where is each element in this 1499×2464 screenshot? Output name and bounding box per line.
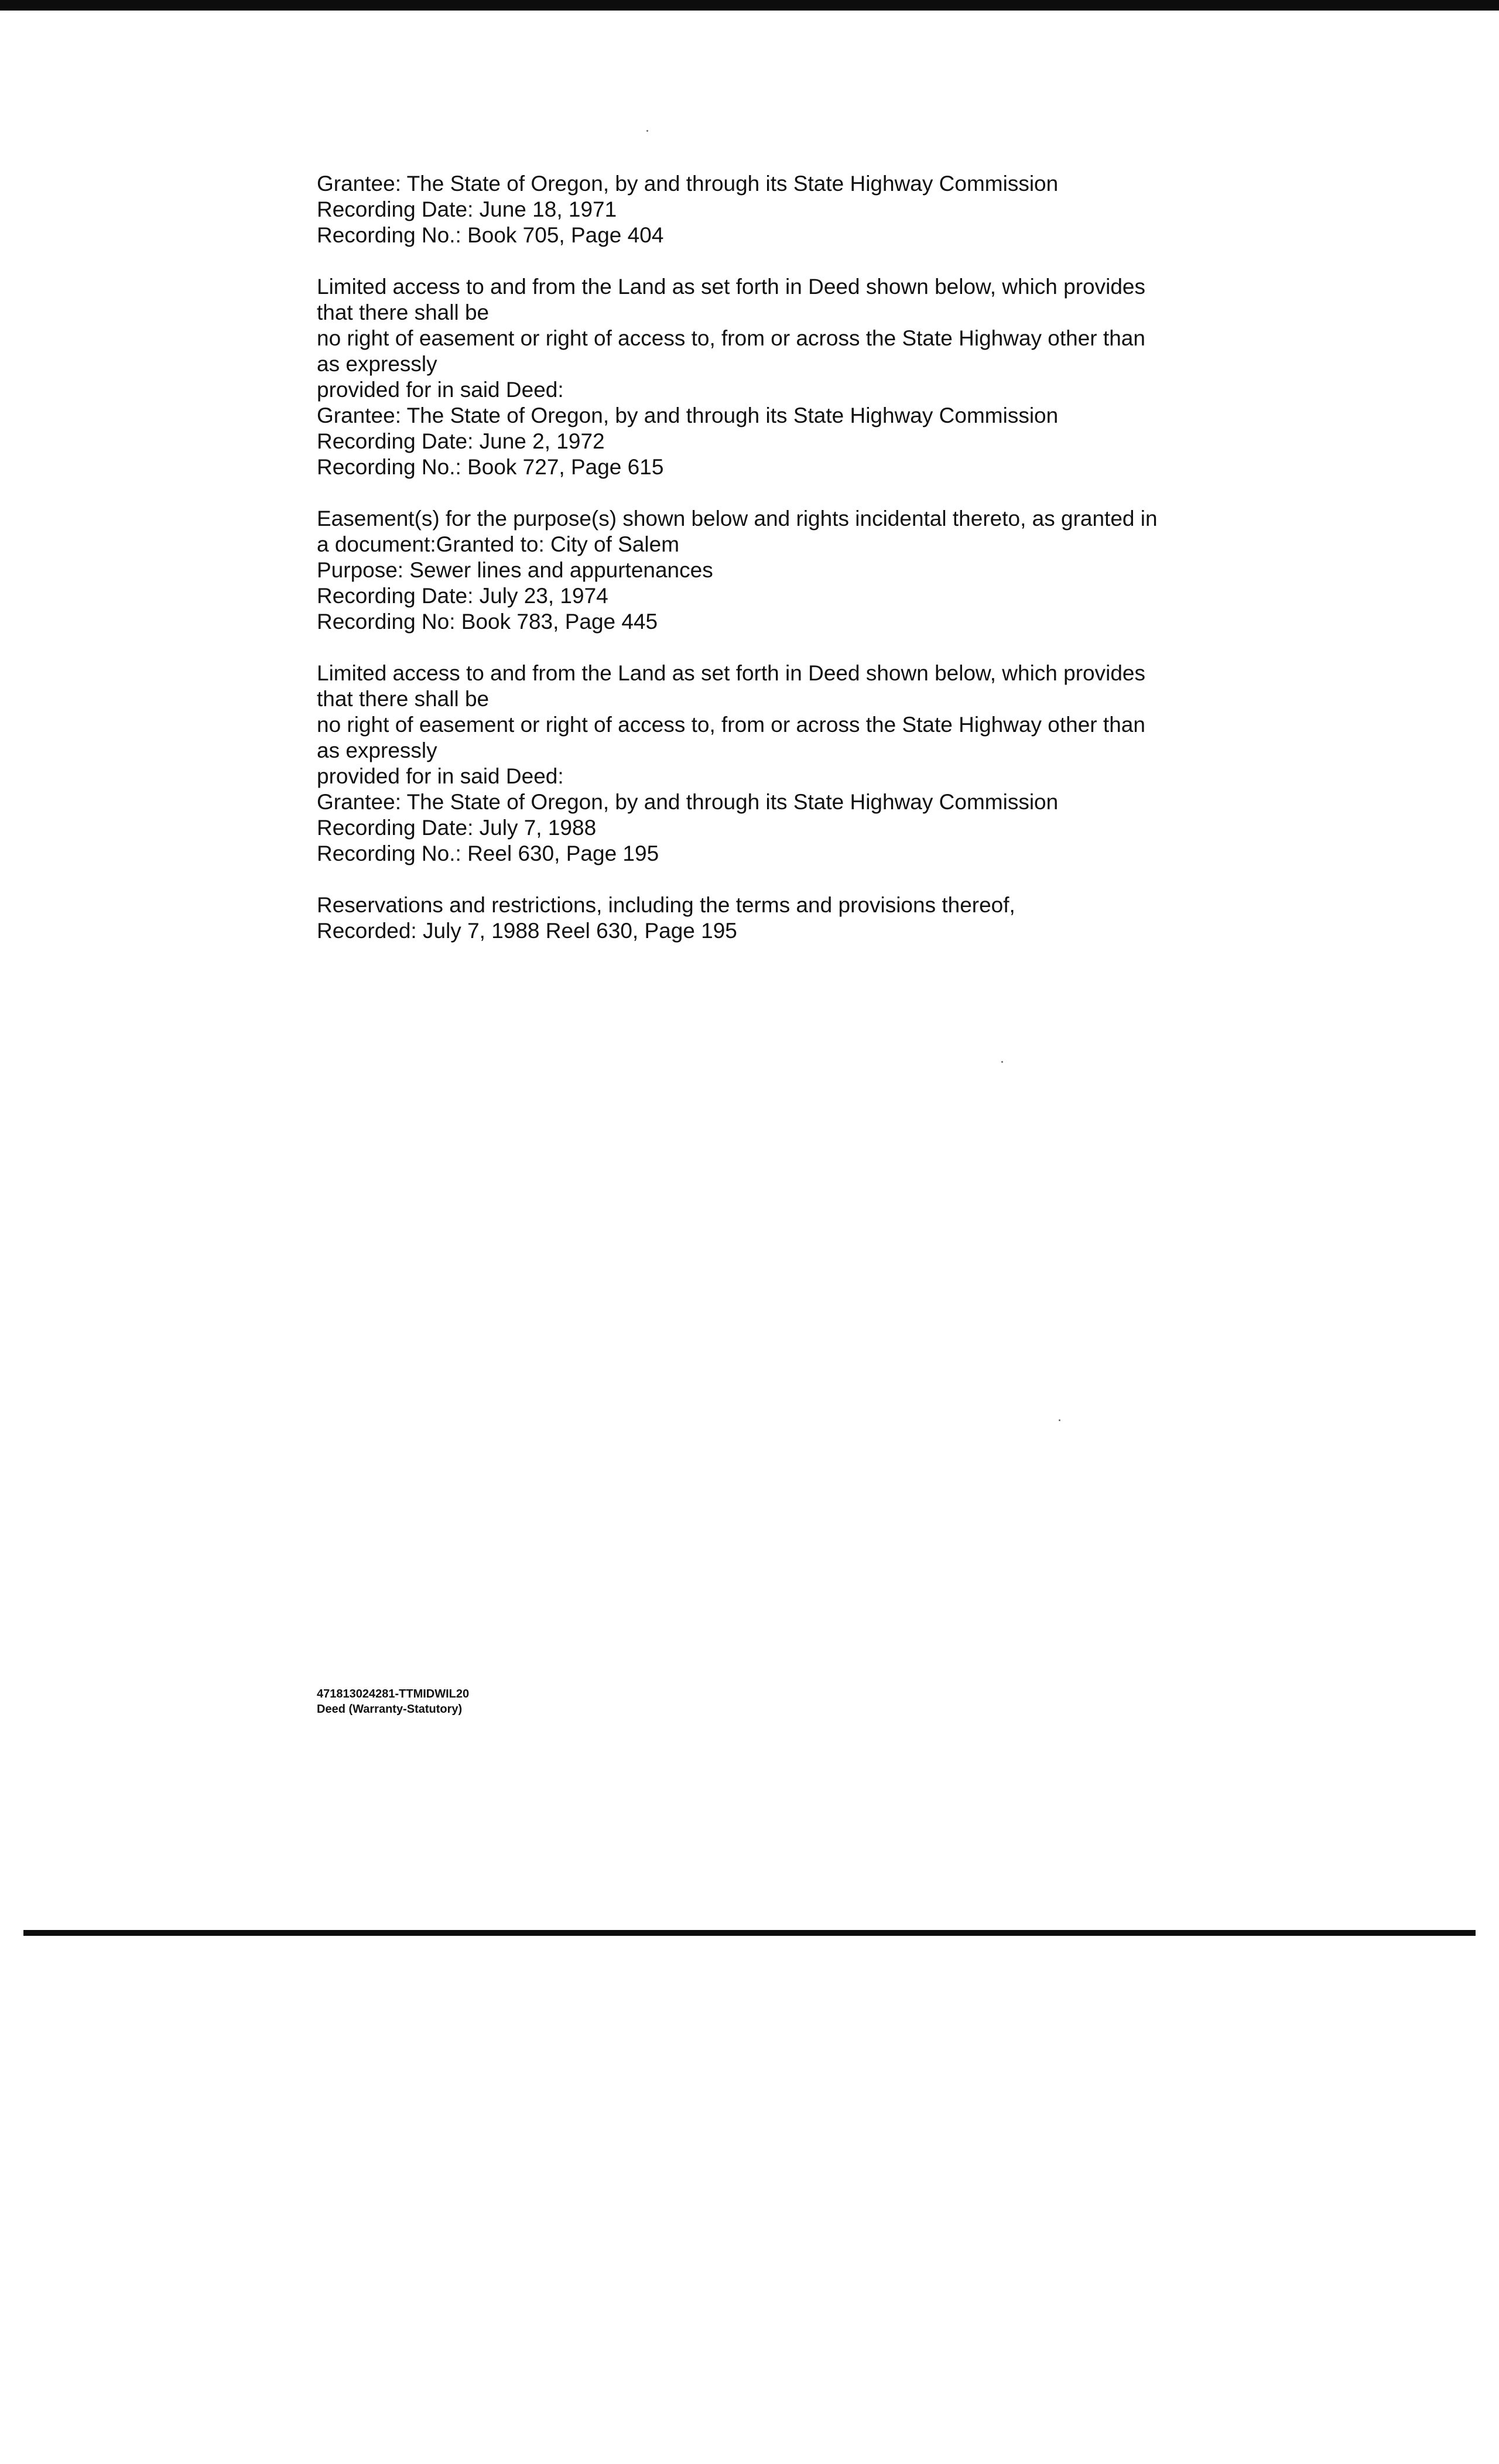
exception-block-limited-access-1972 [317, 274, 1207, 480]
text-line: Recording Date: July 23, 1974 [317, 584, 608, 608]
text-line: as expressly [317, 738, 437, 762]
text-line: Recording Date: July 7, 1988 [317, 816, 597, 840]
text-line: Reservations and restrictions, including the terms and provisions thereof, [317, 893, 1015, 917]
text-line: provided for in said Deed: [317, 764, 564, 788]
text-line: Purpose: Sewer lines and appurtenances [317, 558, 713, 582]
text-line: as expressly [317, 352, 437, 376]
scan-speck [646, 130, 648, 132]
text-line: Recording No.: Book 727, Page 615 [317, 455, 664, 479]
text-line: no right of easement or right of access to, from or across the State Highway other than [317, 713, 1145, 737]
document-footer [317, 1686, 469, 1717]
text-line: Limited access to and from the Land as set forth in Deed shown below, which provides [317, 275, 1145, 299]
text-line: Grantee: The State of Oregon, by and through its State Highway Commission [317, 403, 1059, 427]
text-line: Limited access to and from the Land as set forth in Deed shown below, which provides [317, 661, 1145, 685]
scan-edge-top [0, 0, 1499, 11]
exception-block-easement-1974 [317, 506, 1207, 635]
text-line: Grantee: The State of Oregon, by and through its State Highway Commission [317, 790, 1059, 814]
text-line: Recording Date: June 18, 1971 [317, 197, 617, 221]
footer-order-number: 471813024281-TTMIDWIL20 [317, 1688, 470, 1700]
text-line: Recording No.: Reel 630, Page 195 [317, 841, 659, 865]
deed-exceptions-text [317, 171, 1207, 970]
text-line: Recorded: July 7, 1988 Reel 630, Page 195 [317, 919, 737, 943]
scan-speck [1001, 1061, 1003, 1063]
exception-block-limited-access-1988 [317, 661, 1207, 867]
text-line: that there shall be [317, 687, 490, 711]
text-line: Recording No: Book 783, Page 445 [317, 610, 658, 634]
scan-edge-bottom [23, 1930, 1476, 1936]
text-line: a document:Granted to: City of Salem [317, 532, 680, 556]
footer-document-type: Deed (Warranty-Statutory) [317, 1703, 463, 1716]
text-line: Grantee: The State of Oregon, by and through its State Highway Commission [317, 172, 1059, 196]
exception-block-reservations-1988 [317, 892, 1207, 944]
text-line: no right of easement or right of access to, from or across the State Highway other than [317, 326, 1145, 350]
scan-speck [1059, 1419, 1060, 1421]
text-line: Easement(s) for the purpose(s) shown below and rights incidental thereto, as granted in [317, 507, 1158, 531]
text-line: Recording No.: Book 705, Page 404 [317, 223, 664, 247]
exception-block-highway-1971 [317, 171, 1207, 248]
text-line: Recording Date: June 2, 1972 [317, 429, 605, 453]
text-line: provided for in said Deed: [317, 378, 564, 402]
text-line: that there shall be [317, 300, 490, 324]
